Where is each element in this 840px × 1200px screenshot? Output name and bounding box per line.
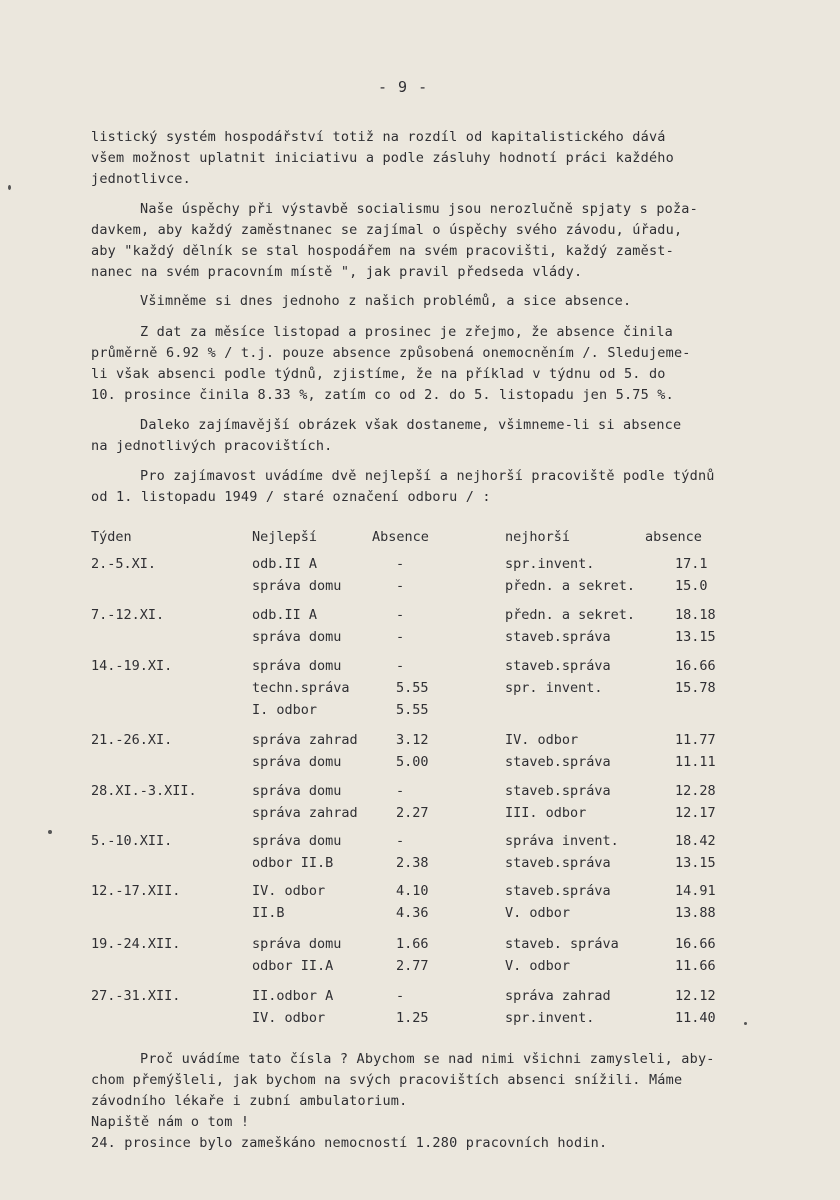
header-best-absence: Absence [372, 529, 429, 545]
worst-workplace: staveb.správa [505, 754, 611, 770]
week-label: 21.-26.XI. [91, 732, 173, 748]
closing-line: závodního lékaře i zubní ambulatorium. [91, 1093, 408, 1109]
best-workplace: správa domu [252, 754, 342, 770]
paragraph-line: 10. prosince činila 8.33 %, zatím co od 2. do 5. listopadu jen 5.75 %. [91, 387, 674, 403]
best-workplace: správa domu [252, 936, 342, 952]
week-label: 2.-5.XI. [91, 556, 157, 572]
best-absence: - [396, 988, 405, 1004]
best-workplace: správa domu [252, 629, 342, 645]
best-absence: - [396, 658, 405, 674]
week-label: 19.-24.XII. [91, 936, 181, 952]
page-number: - 9 - [378, 78, 429, 96]
paragraph-line: aby "každý dělník se stal hospodářem na svém pracovišti, každý zaměst- [91, 243, 674, 259]
paragraph-line: na jednotlivých pracovištích. [91, 438, 333, 454]
worst-workplace: správa invent. [505, 833, 619, 849]
week-label: 14.-19.XI. [91, 658, 173, 674]
paragraph-line: průměrně 6.92 % / t.j. pouze absence způsobená onemocněním /. Sledujeme- [91, 345, 691, 361]
worst-workplace: staveb.správa [505, 883, 611, 899]
worst-workplace: spr.invent. [505, 1010, 595, 1026]
best-absence: - [396, 833, 405, 849]
worst-absence: 17.1 [675, 556, 708, 572]
worst-workplace: předn. a sekret. [505, 578, 636, 594]
best-absence: - [396, 578, 405, 594]
best-absence: 2.38 [396, 855, 429, 871]
worst-absence: 13.15 [675, 629, 716, 645]
worst-workplace: III. odbor [505, 805, 587, 821]
best-absence: 2.27 [396, 805, 429, 821]
worst-absence: 18.42 [675, 833, 716, 849]
best-absence: - [396, 607, 405, 623]
worst-absence: 14.91 [675, 883, 716, 899]
paragraph-line: nanec na svém pracovním místě ", jak pravil předseda vlády. [91, 264, 583, 280]
week-label: 5.-10.XII. [91, 833, 173, 849]
worst-workplace: správa zahrad [505, 988, 611, 1004]
worst-workplace: V. odbor [505, 958, 571, 974]
ink-speck [744, 1022, 747, 1025]
best-absence: 1.66 [396, 936, 429, 952]
ink-speck [48, 830, 52, 834]
best-workplace: II.odbor A [252, 988, 334, 1004]
paragraph-line: od 1. listopadu 1949 / staré označení odboru / : [91, 489, 491, 505]
header-worst-absence: absence [645, 529, 702, 545]
best-workplace: IV. odbor [252, 1010, 326, 1026]
worst-absence: 11.40 [675, 1010, 716, 1026]
worst-workplace: staveb.správa [505, 855, 611, 871]
best-absence: - [396, 783, 405, 799]
worst-absence: 13.15 [675, 855, 716, 871]
worst-workplace: předn. a sekret. [505, 607, 636, 623]
worst-workplace: V. odbor [505, 905, 571, 921]
best-workplace: IV. odbor [252, 883, 326, 899]
best-absence: 5.00 [396, 754, 429, 770]
paragraph-line: Daleko zajímavější obrázek však dostaneme, všimneme-li si absence [140, 417, 682, 433]
worst-workplace: spr.invent. [505, 556, 595, 572]
best-workplace: odbor II.A [252, 958, 334, 974]
best-workplace: správa domu [252, 833, 342, 849]
best-absence: 4.36 [396, 905, 429, 921]
worst-absence: 11.11 [675, 754, 716, 770]
header-worst: nejhorší [505, 529, 571, 545]
worst-absence: 18.18 [675, 607, 716, 623]
worst-absence: 15.78 [675, 680, 716, 696]
paragraph-line: davkem, aby každý zaměstnanec se zajímal o úspěchy svého závodu, úřadu, [91, 222, 683, 238]
worst-absence: 11.66 [675, 958, 716, 974]
closing-line: Napiště nám o tom ! [91, 1114, 250, 1130]
worst-absence: 12.12 [675, 988, 716, 1004]
best-workplace: I. odbor [252, 702, 318, 718]
paragraph-line: Všimněme si dnes jednoho z našich problémů, a sice absence. [140, 293, 632, 309]
worst-workplace: staveb.správa [505, 629, 611, 645]
paragraph-line: Naše úspěchy při výstavbě socialismu jsou nerozlučně spjaty s poža- [140, 201, 698, 217]
worst-workplace: staveb.správa [505, 658, 611, 674]
best-absence: 5.55 [396, 702, 429, 718]
worst-workplace: spr. invent. [505, 680, 603, 696]
worst-absence: 16.66 [675, 658, 716, 674]
worst-workplace: IV. odbor [505, 732, 579, 748]
best-workplace: odb.II A [252, 607, 318, 623]
best-absence: - [396, 629, 405, 645]
worst-absence: 13.88 [675, 905, 716, 921]
worst-absence: 16.66 [675, 936, 716, 952]
best-workplace: správa zahrad [252, 732, 358, 748]
best-absence: 2.77 [396, 958, 429, 974]
week-label: 28.XI.-3.XII. [91, 783, 197, 799]
header-best: Nejlepší [252, 529, 318, 545]
week-label: 27.-31.XII. [91, 988, 181, 1004]
best-absence: 3.12 [396, 732, 429, 748]
week-label: 7.-12.XI. [91, 607, 165, 623]
paragraph-line: li však absenci podle týdnů, zjistíme, že na příklad v týdnu od 5. do [91, 366, 666, 382]
best-workplace: odb.II A [252, 556, 318, 572]
intro-line: jednotlivce. [91, 171, 191, 187]
worst-absence: 15.0 [675, 578, 708, 594]
best-absence: 1.25 [396, 1010, 429, 1026]
closing-line: 24. prosince bylo zameškáno nemocností 1.280 pracovních hodin. [91, 1135, 608, 1151]
intro-line: všem možnost uplatnit iniciativu a podle zásluhy hodnotí práci každého [91, 150, 674, 166]
best-workplace: II.B [252, 905, 285, 921]
worst-absence: 12.28 [675, 783, 716, 799]
worst-absence: 11.77 [675, 732, 716, 748]
best-absence: - [396, 556, 405, 572]
best-workplace: techn.správa [252, 680, 350, 696]
paragraph-line: Pro zajímavost uvádíme dvě nejlepší a nejhorší pracoviště podle týdnů [140, 468, 715, 484]
worst-workplace: staveb. správa [505, 936, 619, 952]
best-workplace: správa domu [252, 658, 342, 674]
paragraph-line: Z dat za měsíce listopad a prosinec je zřejmo, že absence činila [140, 324, 673, 340]
best-workplace: správa domu [252, 783, 342, 799]
header-week: Týden [91, 529, 132, 545]
best-workplace: odbor II.B [252, 855, 334, 871]
best-workplace: správa zahrad [252, 805, 358, 821]
closing-line: Proč uvádíme tato čísla ? Abychom se nad nimi všichni zamysleli, aby- [140, 1051, 715, 1067]
ink-speck [8, 185, 11, 190]
best-absence: 4.10 [396, 883, 429, 899]
week-label: 12.-17.XII. [91, 883, 181, 899]
best-absence: 5.55 [396, 680, 429, 696]
best-workplace: správa domu [252, 578, 342, 594]
intro-line: listický systém hospodářství totiž na rozdíl od kapitalistického dává [91, 129, 666, 145]
closing-line: chom přemýšleli, jak bychom na svých pracovištích absenci snížili. Máme [91, 1072, 683, 1088]
worst-absence: 12.17 [675, 805, 716, 821]
worst-workplace: staveb.správa [505, 783, 611, 799]
